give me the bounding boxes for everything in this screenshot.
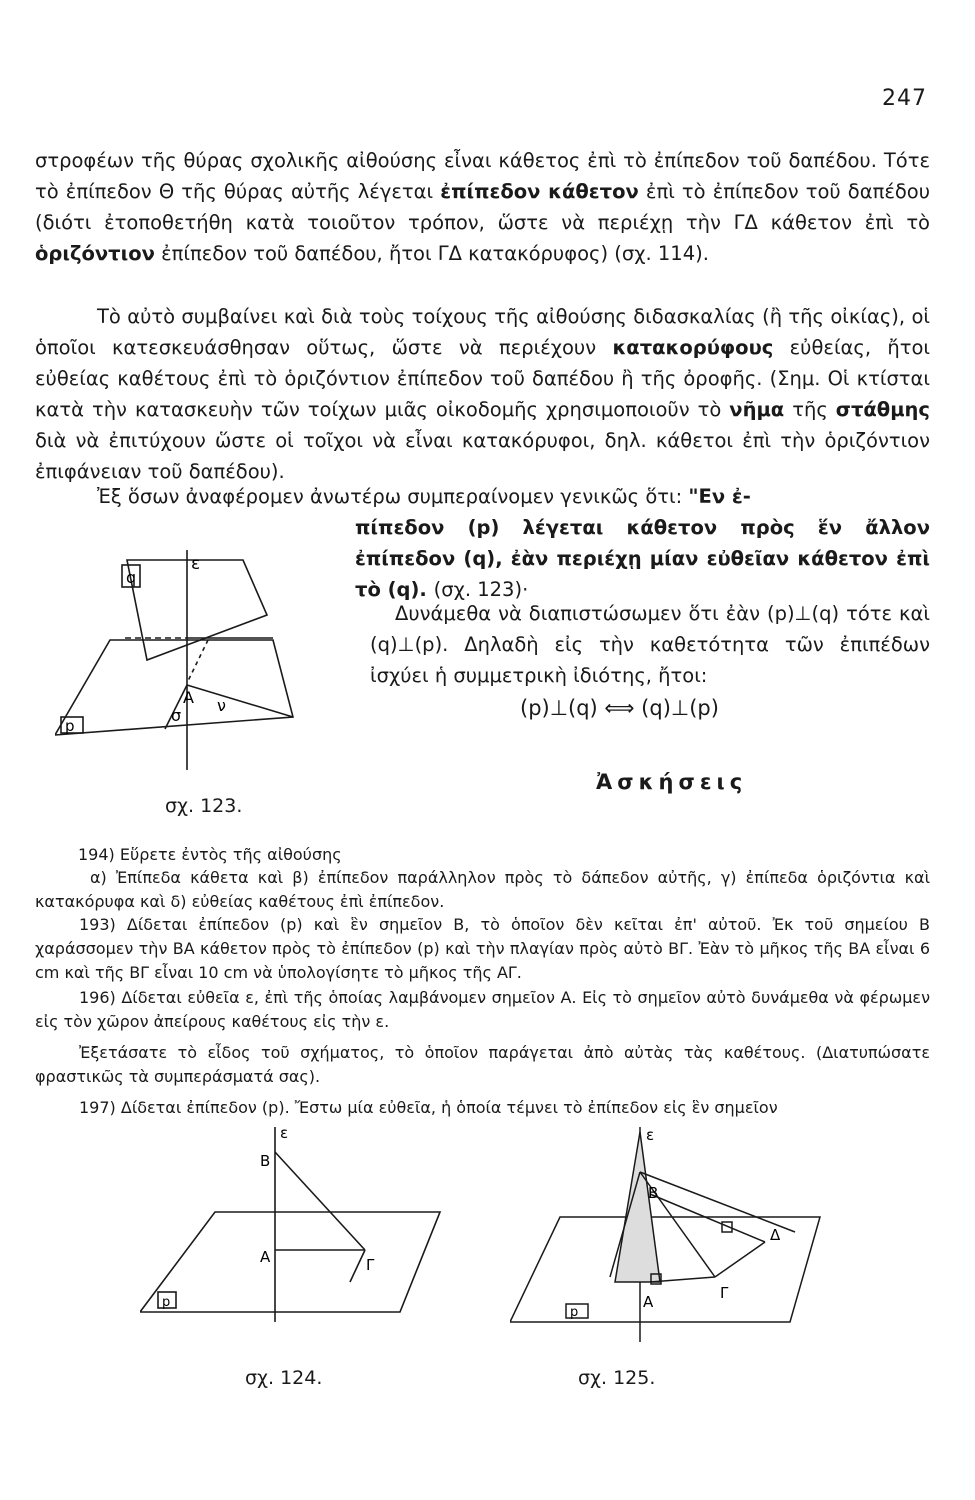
- label-B: B: [648, 1184, 659, 1202]
- caption-fig125: σχ. 125.: [578, 1367, 656, 1389]
- exercises-title: Ἀσκήσεις: [596, 770, 748, 794]
- label-A: A: [183, 688, 194, 707]
- exercise-194-text: α) Ἐπίπεδα κάθετα καὶ β) ἐπίπεδον παράλληλον πρὸς τὸ δάπεδον αὐτῆς, γ) ἐπίπεδα ὁριζόντια καὶ κατακόρυφα καὶ δ) εὐθείας καθέτους ἐπὶ ἐπίπεδον.: [35, 868, 930, 911]
- symmetry-formula: (p)⊥(q) ⟺ (q)⊥(p): [520, 696, 719, 720]
- figure-123: [55, 545, 315, 775]
- page-number: 247: [882, 86, 927, 111]
- paragraph-1: στροφέων τῆς θύρας σχολικῆς αἰθούσης εἶναι κάθετος ἐπὶ τὸ ἐπίπεδον τοῦ δαπέδου. Τότε τὸ ἐπίπεδον Θ τῆς θύρας αὐτῆς λέγεται ἐπίπεδον κάθετον ἐπὶ τὸ ἐπίπεδον τοῦ δαπέδου (διότι ἐτοποθετήθη κατὰ τοιοῦτον τρόπον, ὥστε νὰ περιέχῃ τὴν ΓΔ κάθετον ἐπὶ τὸ ὁριζόντιον ἐπίπεδον τοῦ δαπέδου, ἤτοι ΓΔ κατακόρυφος) (σχ. 114).: [35, 149, 930, 265]
- paragraph-3: Ἐξ ὅσων ἀναφέρομεν ἀνωτέρω συμπεραίνομεν γενικῶς ὅτι: "Εν ἐ-: [97, 485, 751, 508]
- label-e: ε: [280, 1124, 289, 1142]
- paragraph-symmetry: Δυνάμεθα νὰ διαπιστώσωμεν ὅτι ἐὰν (p)⊥(q) τότε καὶ (q)⊥(p). Δηλαδὴ εἰς τὴν καθετότητα τῶν ἐπιπέδων ἰσχύει ἡ συμμετρικὴ ἰδιότης, ἤτοι:: [370, 602, 930, 687]
- label-p: p: [65, 717, 75, 735]
- exercise-197: 197) Δίδεται ἐπίπεδον (p). Ἔστω μία εὐθεῖα, ἡ ὁποία τέμνει τὸ ἐπίπεδον εἰς ἓν σημεῖον: [79, 1098, 778, 1117]
- exercise-194: 194) Εὕρετε ἐντὸς τῆς αἰθούσης: [78, 845, 342, 864]
- label-nu: ν: [217, 696, 226, 715]
- definition-text: πίπεδον (p) λέγεται κάθετον πρὸς ἕν ἄλλον ἐπίπεδον (q), ἐὰν περιέχῃ μίαν εὐθεῖαν κάθετον ἐπὶ τὸ (q). (σχ. 123)·: [355, 516, 930, 601]
- label-p: p: [570, 1305, 579, 1320]
- plane-q: [127, 560, 267, 660]
- figure-125: [510, 1122, 850, 1352]
- label-sigma: σ: [171, 706, 182, 725]
- exercise-196-text: Ἐξετάσατε τὸ εἶδος τοῦ σχήματος, τὸ ὁποῖον παράγεται ἀπὸ αὐτὰς τὰς καθέτους. (Διατυπώσατε φραστικῶς τὰ συμπεράσματά σας).: [35, 1043, 930, 1086]
- caption-fig123: σχ. 123.: [165, 795, 243, 817]
- label-q: q: [126, 568, 137, 587]
- label-p: p: [162, 1295, 171, 1310]
- caption-fig124: σχ. 124.: [245, 1367, 323, 1389]
- label-A: A: [260, 1248, 271, 1266]
- label-e: ε: [191, 554, 201, 574]
- paragraph-2: Τὸ αὐτὸ συμβαίνει καὶ διὰ τοὺς τοίχους τῆς αἰθούσης διδασκαλίας (ἢ τῆς οἰκίας), οἱ ὁποῖοι κατεσκευάσθησαν οὕτως, ὥστε νὰ περιέχουν κατακορύφους εὐθείας, ἤτοι εὐθείας καθέτους ἐπὶ τὸ ὁριζόντιον ἐπίπεδον τοῦ δαπέδου ἢ τῆς ὀροφῆς. (Σημ. Οἱ κτίσται κατὰ τὴν κατασκευὴν τῶν τοίχων μιᾶς οἰκοδομῆς χρησιμοποιοῦν τὸ νῆμα τῆς στάθμης διὰ νὰ ἐπιτύχουν ὥστε οἱ τοῖχοι νὰ εἶναι κατακόρυφοι, δηλ. κάθετοι ἐπὶ τὴν ὁριζόντιον ἐπιφάνειαν τοῦ δαπέδου).: [35, 305, 930, 483]
- label-B: B: [260, 1152, 271, 1170]
- figure-124: [140, 1122, 480, 1332]
- label-e: ε: [646, 1126, 655, 1144]
- plane-p: [140, 1212, 440, 1312]
- label-G: Γ: [366, 1256, 375, 1274]
- exercise-196: 196) Δίδεται εὐθεῖα ε, ἐπὶ τῆς ὁποίας λαμβάνομεν σημεῖον Α. Εἰς τὸ σημεῖον αὐτὸ δυνάμεθα νὰ φέρωμεν εἰς τὸν χῶρον ἀπείρους καθέτους εἰς τὴν ε.: [35, 988, 930, 1031]
- exercise-193: 193) Δίδεται ἐπίπεδον (p) καὶ ἓν σημεῖον Β, τὸ ὁποῖον δὲν κεῖται ἐπ' αὐτοῦ. Ἐκ τοῦ σημείου Β χαράσσομεν τὴν ΒΑ κάθετον πρὸς τὸ ἐπίπεδον (p) καὶ τὴν πλαγίαν πρὸς αὐτὸ ΒΓ. Ἐὰν τὸ μῆκος τῆς ΒΑ εἶναι 6 cm καὶ τῆς ΒΓ εἶναι 10 cm νὰ ὑπολογίσητε τὸ μῆκος τῆς ΑΓ.: [35, 915, 930, 982]
- label-G: Γ: [720, 1284, 729, 1302]
- label-A: A: [643, 1293, 654, 1311]
- label-D: Δ: [770, 1226, 781, 1244]
